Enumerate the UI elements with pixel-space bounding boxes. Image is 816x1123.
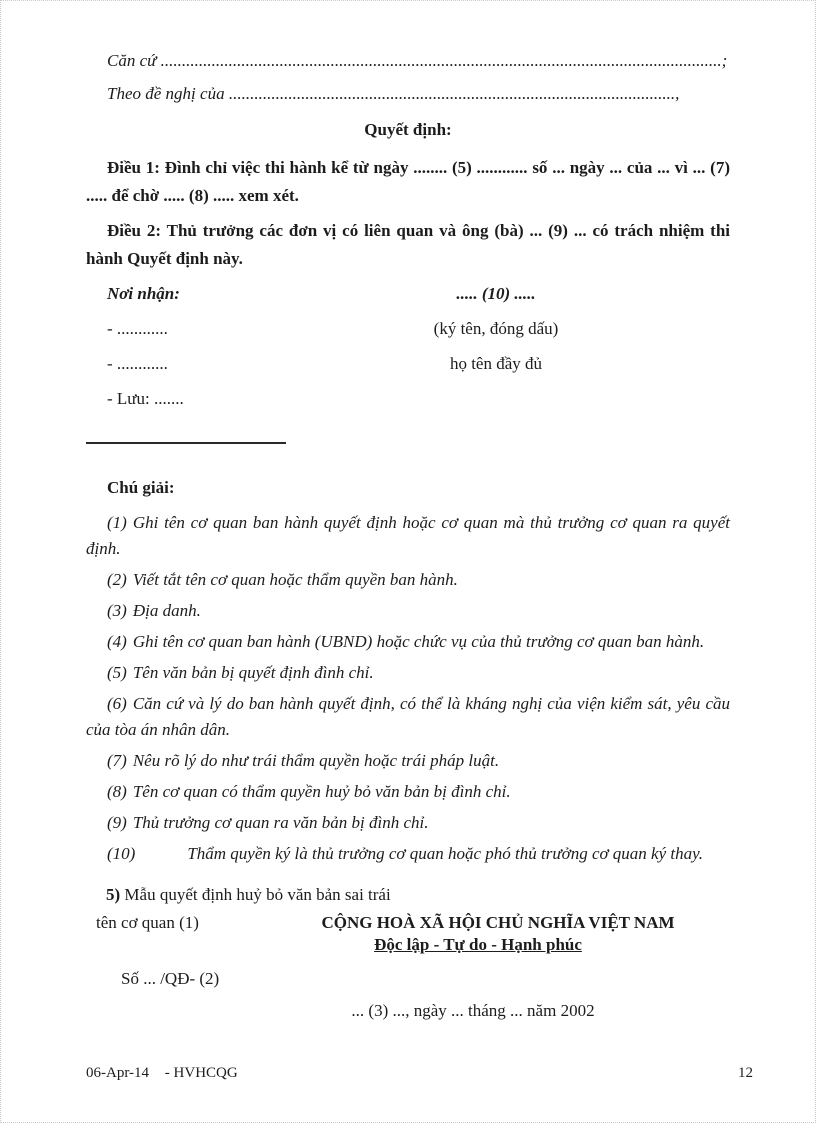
article-1 <box>86 154 730 210</box>
note-item-7 <box>86 748 730 774</box>
note-7-text: Nêu rõ lý do như trái thẩm quyền hoặc trái pháp luật. <box>132 751 500 770</box>
separator-line <box>86 442 286 444</box>
note-1-text: Ghi tên cơ quan ban hành quyết định hoặc cơ quan mà thủ trưởng cơ quan ra quyết định. <box>86 513 730 558</box>
section5-number: 5) <box>106 885 121 904</box>
footer-org: - HVHCQG <box>164 1065 238 1081</box>
note-2-text: Viết tắt tên cơ quan hoặc thẩm quyền ban hành. <box>132 570 458 589</box>
article-1-text: Đình chỉ việc thi hành kể từ ngày ........ (5) ............ số ... ngày ... của ... vì ... (7) ..... để chờ ..... (8) ..... xem xét. <box>86 158 730 205</box>
signature-column <box>346 280 646 420</box>
notes-heading: Chú giải: <box>107 478 175 497</box>
footer-left <box>86 1065 250 1082</box>
national-motto: Độc lập - Tự do - Hạnh phúc <box>374 935 582 954</box>
signature-instruction: (ký tên, đóng dấu) <box>433 319 559 338</box>
note-3-text: Địa danh. <box>132 601 201 620</box>
decision-title: Quyết định: <box>364 120 452 139</box>
note-item-4 <box>86 629 730 655</box>
article-1-label: Điều 1: <box>107 158 160 177</box>
can-cu-line: Căn cứ ....................................................................................................................................; <box>107 51 728 70</box>
org-name-placeholder: tên cơ quan (1) <box>96 913 199 932</box>
article-2-label: Điều 2: <box>107 221 162 240</box>
national-title: CỘNG HOÀ XÃ HỘI CHỦ NGHĨA VIỆT NAM <box>321 913 675 932</box>
article-2-text: Thủ trưởng các đơn vị có liên quan và ông (bà) ... (9) ... có trách nhiệm thi hành Quyết định này. <box>86 221 730 268</box>
article-2 <box>86 217 730 273</box>
page-footer <box>86 1065 753 1082</box>
signature-block <box>86 280 730 420</box>
date-place-line: ... (3) ..., ngày ... tháng ... năm 2002 <box>351 1001 595 1020</box>
document-number-line: Số ... /QĐ- (2) <box>121 969 220 988</box>
note-9-label: (9) <box>107 813 127 832</box>
footer-page-number: 12 <box>738 1065 753 1081</box>
note-4-text: Ghi tên cơ quan ban hành (UBND) hoặc chức vụ của thủ trưởng cơ quan ban hành. <box>132 632 705 651</box>
note-4-label: (4) <box>107 632 127 651</box>
recipient-item: - ............ <box>107 319 168 338</box>
signature-authority: ..... (10) ..... <box>456 284 536 303</box>
note-6-label: (6) <box>107 694 127 713</box>
note-item-2 <box>86 567 730 593</box>
note-item-1 <box>86 510 730 562</box>
recipients-heading: Nơi nhận: <box>107 284 180 303</box>
recipients-column <box>86 280 346 420</box>
proposal-line: Theo đề nghị của ........................................................................................................., <box>107 84 680 103</box>
note-item-5 <box>86 660 730 686</box>
note-2-label: (2) <box>107 570 127 589</box>
note-item-3 <box>86 598 730 624</box>
note-item-8 <box>86 779 730 805</box>
note-item-10 <box>86 841 730 867</box>
note-9-text: Thủ trưởng cơ quan ra văn bản bị đình chỉ. <box>132 813 429 832</box>
note-7-label: (7) <box>107 751 127 770</box>
note-6-text: Căn cứ và lý do ban hành quyết định, có thể là kháng nghị của viện kiểm sát, yêu cầu của tòa án nhân dân. <box>86 694 730 739</box>
note-10-text: Thẩm quyền ký là thủ trưởng cơ quan hoặc phó thủ trưởng cơ quan ký thay. <box>187 844 703 863</box>
recipient-item: - ............ <box>107 354 168 373</box>
note-item-6 <box>86 691 730 743</box>
note-8-text: Tên cơ quan có thẩm quyền huỷ bỏ văn bản bị đình chỉ. <box>132 782 511 801</box>
section5-heading <box>86 881 730 909</box>
footer-date: 06-Apr-14 <box>86 1065 150 1081</box>
recipient-item: - Lưu: ....... <box>107 389 184 408</box>
section5-title: Mẫu quyết định huỷ bỏ văn bản sai trái <box>124 885 391 904</box>
note-1-label: (1) <box>107 513 127 532</box>
form-header-row <box>86 913 730 933</box>
note-5-label: (5) <box>107 663 127 682</box>
note-3-label: (3) <box>107 601 127 620</box>
note-5-text: Tên văn bản bị quyết định đình chỉ. <box>132 663 374 682</box>
note-item-9 <box>86 810 730 836</box>
note-10-label: (10) <box>107 844 136 863</box>
motto-row <box>86 935 730 955</box>
signature-name: họ tên đầy đủ <box>449 354 543 373</box>
note-8-label: (8) <box>107 782 127 801</box>
